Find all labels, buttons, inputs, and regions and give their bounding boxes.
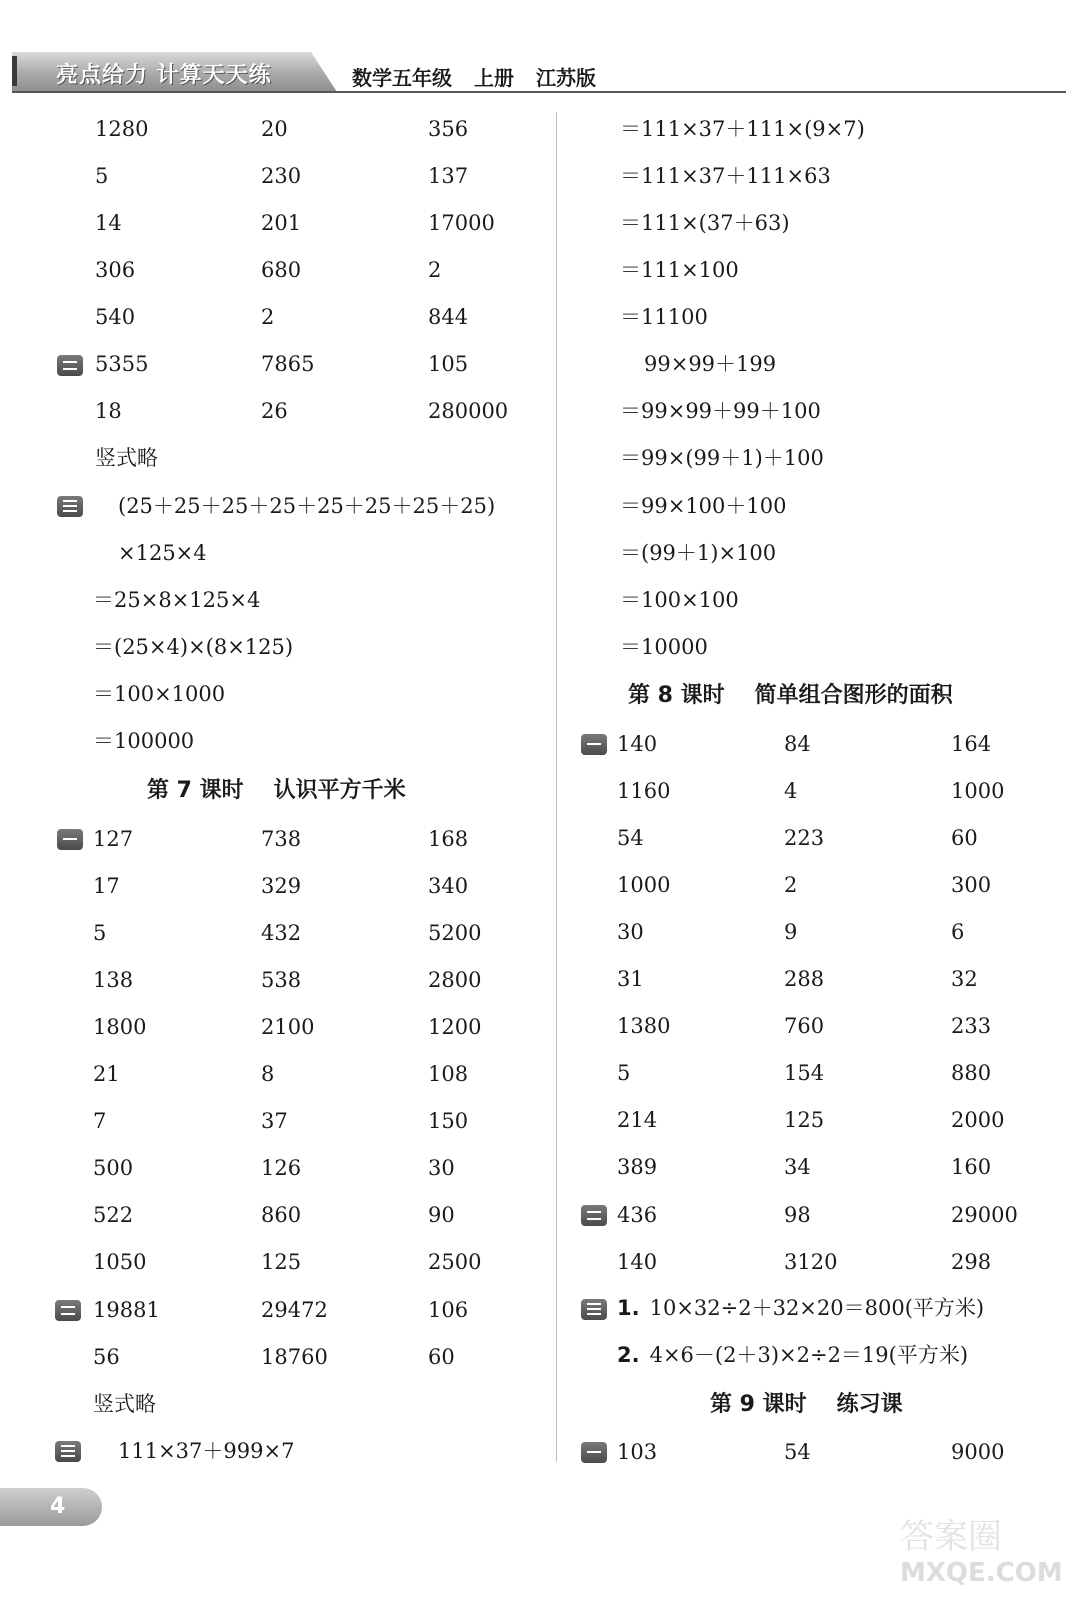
answer-number: 1.	[617, 1296, 640, 1320]
calc-line: ＝99×100＋100	[620, 494, 787, 518]
subject-volume: 上册	[474, 66, 514, 90]
answer-cell: 3120	[784, 1250, 838, 1274]
section-one-icon	[581, 734, 607, 755]
answer-number: 2.	[617, 1343, 640, 1367]
answer-cell: 280000	[428, 399, 509, 423]
answer-cell: 164	[951, 732, 992, 756]
section-one-icon	[581, 1442, 607, 1463]
answer-cell: 137	[428, 164, 469, 188]
calc-line: ＝(99＋1)×100	[620, 541, 777, 565]
answer-cell: 2	[261, 305, 275, 329]
answer-cell: 1280	[95, 117, 149, 141]
answer-cell: 2	[784, 873, 798, 897]
section-three-icon	[57, 496, 83, 517]
answer-cell: 760	[784, 1014, 825, 1038]
answer-cell: 540	[95, 305, 136, 329]
watermark-url: MXQE.COM	[900, 1558, 1063, 1588]
answer-cell: 106	[428, 1298, 469, 1322]
answer-cell: 29472	[261, 1298, 328, 1322]
calc-line: ＝25×8×125×4	[93, 588, 261, 612]
answer-cell: 538	[261, 968, 302, 992]
calc-line: ＝10000	[620, 635, 708, 659]
answer-cell: 60	[951, 826, 978, 850]
header-rule	[12, 91, 1066, 93]
answer-cell: 154	[784, 1061, 825, 1085]
answer-cell: 31	[617, 967, 644, 991]
answer-cell: 7	[93, 1109, 107, 1133]
calc-line: ＝111×37＋111×(9×7)	[620, 117, 865, 141]
answer-cell: 2000	[951, 1108, 1005, 1132]
answer-cell: 8	[261, 1062, 275, 1086]
answer-cell: 9000	[951, 1440, 1005, 1464]
answer-text: 4×6－(2＋3)×2÷2＝19(平方米)	[649, 1343, 969, 1367]
lesson-title: 认识平方千米	[273, 778, 406, 803]
answer-cell: 1380	[617, 1014, 671, 1038]
header-edge	[12, 56, 17, 86]
answer-cell: 18	[95, 399, 122, 423]
calc-line: (25＋25＋25＋25＋25＋25＋25＋25)	[118, 494, 496, 518]
answer-cell: 5	[617, 1061, 631, 1085]
answer-cell: 738	[261, 827, 302, 851]
answer-cell: 1050	[93, 1250, 147, 1274]
expression-head: 99×99＋199	[644, 352, 777, 376]
section-three-icon	[581, 1299, 607, 1320]
answer-cell: 844	[428, 305, 469, 329]
calc-line: ＝100×1000	[93, 682, 226, 706]
section-two-icon	[581, 1205, 607, 1226]
answer-cell: 1000	[951, 779, 1005, 803]
answer-cell: 56	[93, 1345, 120, 1369]
answer-cell: 127	[93, 827, 134, 851]
answer-cell: 150	[428, 1109, 469, 1133]
calc-line: ＝100×100	[620, 588, 739, 612]
answer-cell: 90	[428, 1203, 455, 1227]
answer-cell: 214	[617, 1108, 658, 1132]
answer-cell: 1800	[93, 1015, 147, 1039]
answer-cell: 522	[93, 1203, 134, 1227]
answer-cell: 500	[93, 1156, 134, 1180]
answer-cell: 103	[617, 1440, 658, 1464]
answer-cell: 4	[784, 779, 798, 803]
answer-cell: 233	[951, 1014, 992, 1038]
answer-cell: 680	[261, 258, 302, 282]
book-brand: 亮点给力 计算天天练	[56, 63, 272, 88]
lesson-title: 练习课	[836, 1392, 903, 1417]
note-vertical-omitted: 竖式略	[95, 446, 158, 470]
answer-cell: 17	[93, 874, 120, 898]
answer-cell: 6	[951, 920, 965, 944]
answer-cell: 5	[95, 164, 109, 188]
answer-text: 10×32÷2＋32×20＝800(平方米)	[649, 1296, 985, 1320]
answer-cell: 125	[784, 1108, 825, 1132]
answer-cell: 356	[428, 117, 469, 141]
answer-cell: 21	[93, 1062, 120, 1086]
calc-line: 111×37＋999×7	[118, 1439, 295, 1463]
answer-cell: 306	[95, 258, 136, 282]
answer-cell: 298	[951, 1250, 992, 1274]
answer-cell: 26	[261, 399, 288, 423]
answer-cell: 17000	[428, 211, 495, 235]
lesson-number: 第 7 课时	[147, 778, 244, 803]
column-divider	[556, 112, 557, 1462]
answer-cell: 30	[428, 1156, 455, 1180]
answer-cell: 126	[261, 1156, 302, 1180]
answer-cell: 2800	[428, 968, 482, 992]
answer-cell: 5200	[428, 921, 482, 945]
page-number: 4	[50, 1494, 66, 1519]
answer-cell: 29000	[951, 1203, 1018, 1227]
lesson-9-heading	[710, 1394, 933, 1416]
answer-cell: 880	[951, 1061, 992, 1085]
calc-line: ＝111×100	[620, 258, 739, 282]
calc-line: ＝(25×4)×(8×125)	[93, 635, 294, 659]
answer-cell: 7865	[261, 352, 315, 376]
answer-cell: 436	[617, 1203, 658, 1227]
answer-cell: 105	[428, 352, 469, 376]
note-vertical-omitted: 竖式略	[93, 1392, 156, 1416]
answer-cell: 9	[784, 920, 798, 944]
lesson-number: 第 8 课时	[628, 683, 725, 708]
calc-line: ＝111×(37＋63)	[620, 211, 790, 235]
answer-cell: 54	[784, 1440, 811, 1464]
answer-cell: 19881	[93, 1298, 160, 1322]
answer-cell: 1000	[617, 873, 671, 897]
answer-cell: 140	[617, 1250, 658, 1274]
answer-cell: 288	[784, 967, 825, 991]
answer-cell: 138	[93, 968, 134, 992]
answer-cell: 37	[261, 1109, 288, 1133]
subject-edition: 江苏版	[536, 66, 596, 90]
answer-cell: 2	[428, 258, 442, 282]
calc-line: ＝100000	[93, 729, 195, 753]
answer-cell: 201	[261, 211, 302, 235]
answer-cell: 230	[261, 164, 302, 188]
answer-cell: 98	[784, 1203, 811, 1227]
watermark-text: 答案圈	[900, 1517, 1002, 1557]
answer-cell: 2100	[261, 1015, 315, 1039]
answer-cell: 5	[93, 921, 107, 945]
lesson-7-heading	[147, 780, 436, 802]
answer-cell: 389	[617, 1155, 658, 1179]
answer-cell: 1200	[428, 1015, 482, 1039]
answer-cell: 30	[617, 920, 644, 944]
section-two-icon	[57, 355, 83, 376]
answer-cell: 168	[428, 827, 469, 851]
answer-cell: 140	[617, 732, 658, 756]
section-one-icon	[57, 829, 83, 850]
answer-cell: 14	[95, 211, 122, 235]
answer-cell: 32	[951, 967, 978, 991]
answer-cell: 5355	[95, 352, 149, 376]
lesson-number: 第 9 课时	[710, 1392, 807, 1417]
section-two-icon	[55, 1300, 81, 1321]
calc-line: ＝99×(99＋1)＋100	[620, 446, 824, 470]
answer-cell: 223	[784, 826, 825, 850]
section-three-icon	[55, 1441, 81, 1462]
calc-line: ＝11100	[620, 305, 708, 329]
answer-cell: 54	[617, 826, 644, 850]
word-problem-answer	[617, 1345, 968, 1366]
answer-cell: 20	[261, 117, 288, 141]
answer-cell: 329	[261, 874, 302, 898]
answer-cell: 860	[261, 1203, 302, 1227]
answer-cell: 2500	[428, 1250, 482, 1274]
answer-cell: 18760	[261, 1345, 328, 1369]
answer-cell: 34	[784, 1155, 811, 1179]
calc-line: ＝111×37＋111×63	[620, 164, 831, 188]
answer-cell: 125	[261, 1250, 302, 1274]
answer-cell: 60	[428, 1345, 455, 1369]
answer-cell: 160	[951, 1155, 992, 1179]
calc-line: ×125×4	[118, 541, 207, 565]
answer-cell: 340	[428, 874, 469, 898]
word-problem-answer	[617, 1298, 984, 1319]
answer-cell: 300	[951, 873, 992, 897]
subject-grade: 数学五年级	[352, 66, 452, 90]
answer-cell: 108	[428, 1062, 469, 1086]
answer-cell: 84	[784, 732, 811, 756]
calc-line: ＝99×99＋99＋100	[620, 399, 821, 423]
lesson-8-heading	[628, 685, 983, 707]
answer-cell: 432	[261, 921, 302, 945]
answer-cell: 1160	[617, 779, 671, 803]
lesson-title: 简单组合图形的面积	[754, 683, 953, 708]
book-subject	[352, 62, 618, 91]
